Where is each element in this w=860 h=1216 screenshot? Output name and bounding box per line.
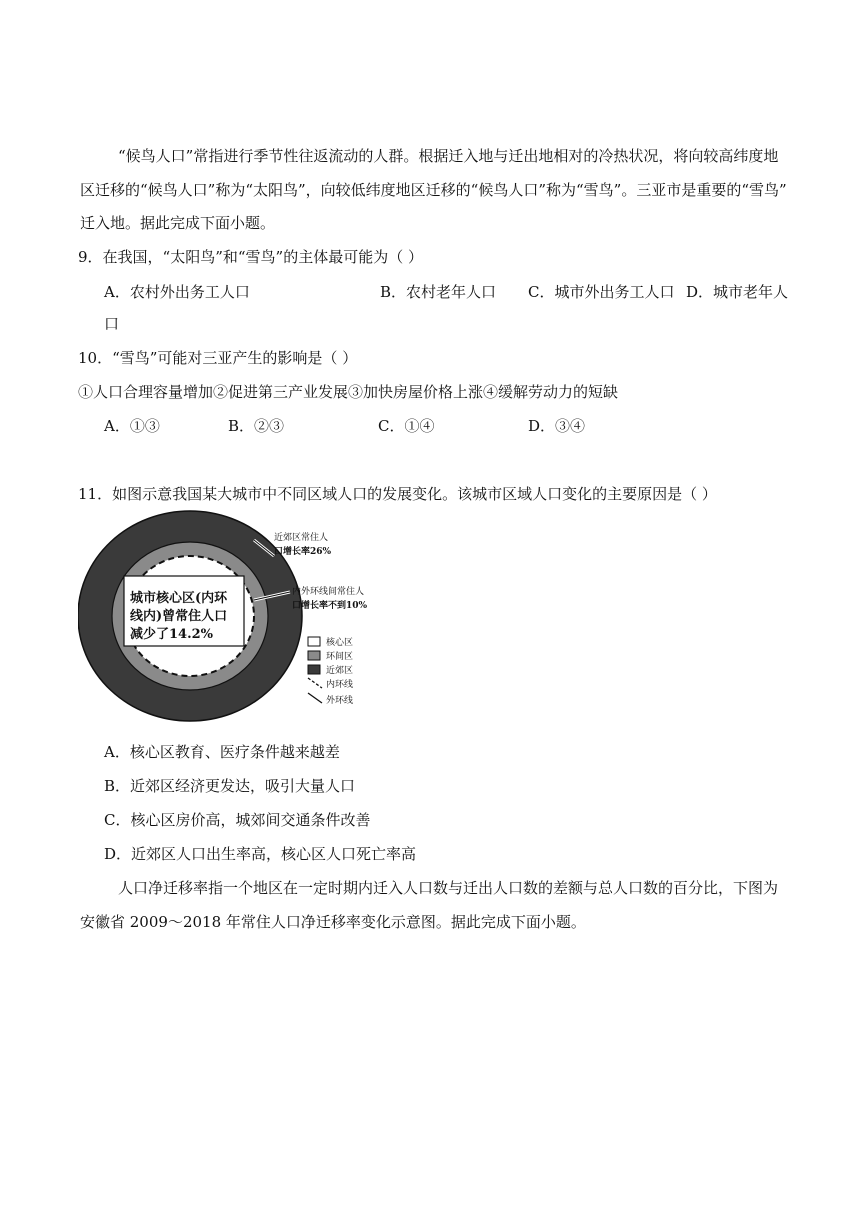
question-11-stem: 11．如图示意我国某大城市中不同区域人口的发展变化。该城市区域人口变化的主要原因是（ ） [78,485,717,503]
question-10-statements: ①人口合理容量增加②促进第三产业发展③加快房屋价格上涨④缓解劳动力的短缺 [78,383,619,401]
suburb-label-line-1: 近郊区常住人 [274,533,329,543]
question-11-option-a[interactable]: A．核心区教育、医疗条件越来越差 [104,743,340,761]
legend-label-core: 核心区 [326,638,354,648]
question-10-option-c[interactable]: C．①④ [378,417,435,435]
legend-swatch-core [308,637,320,646]
ring-label-line-1: 内外环线间常住人 [292,587,365,597]
question-10-option-d[interactable]: D．③④ [528,417,586,435]
question-9-option-a[interactable]: A．农村外出务工人口 [104,283,250,301]
core-label-line-2: 线内)曾常住人口 [130,609,228,624]
legend-swatch-ring [308,651,320,660]
intro2-paragraph-line-2: 安徽省 2009～2018 年常住人口净迁移率变化示意图。据此完成下面小题。 [80,913,586,931]
legend-label-ring: 环间区 [326,652,354,662]
question-10-stem: 10．“雪鸟”可能对三亚产生的影响是（ ） [78,349,358,367]
question-9-stem: 9．在我国，“太阳鸟”和“雪鸟”的主体最可能为（ ） [78,248,423,266]
legend-swatch-suburb [308,665,320,674]
legend-label-suburb: 近郊区 [326,666,354,676]
core-label-line-3: 减少了14.2% [130,627,214,642]
question-9-option-d[interactable]: D．城市老年人 [686,283,789,301]
question-9-option-c[interactable]: C．城市外出务工人口 [528,283,675,301]
legend-label-inner-ring: 内环线 [326,680,354,690]
legend [308,636,353,706]
city-population-diagram [78,510,398,722]
intro2-paragraph-line-1: 人口净迁移率指一个地区在一定时期内迁入人口数与迁出人口数的差额与总人口数的百分比，下图为 [118,879,779,897]
diagram-svg [78,510,398,722]
intro-paragraph-line-1: “候鸟人口”常指进行季节性往返流动的人群。根据迁入地与迁出地相对的冷热状况，将向较高纬度地 [118,147,779,165]
question-10-option-b[interactable]: B．②③ [228,417,285,435]
question-9-option-b[interactable]: B．农村老年人口 [380,283,497,301]
intro-paragraph-line-2: 区迁移的“候鸟人口”称为“太阳鸟”，向较低纬度地区迁移的“候鸟人口”称为“雪鸟”。三亚市是重要的“雪鸟” [80,181,787,199]
question-9-option-d-wrap: 口 [104,315,120,333]
suburb-label-line-2: 口增长率26% [274,547,332,557]
question-11-option-d[interactable]: D．近郊区人口出生率高，核心区人口死亡率高 [104,845,417,863]
intro-paragraph-line-3: 迁入地。据此完成下面小题。 [80,214,276,232]
question-11-option-c[interactable]: C．核心区房价高，城郊间交通条件改善 [104,811,371,829]
legend-label-outer-ring: 外环线 [326,696,354,706]
question-10-option-a[interactable]: A．①③ [104,417,160,435]
legend-symbol-inner-ring [308,678,322,688]
legend-symbol-outer-ring [308,693,322,703]
core-label-line-1: 城市核心区(内环 [130,591,228,606]
question-11-option-b[interactable]: B．近郊区经济更发达，吸引大量人口 [104,777,356,795]
ring-label-line-2: 口增长率不到10% [292,601,368,611]
